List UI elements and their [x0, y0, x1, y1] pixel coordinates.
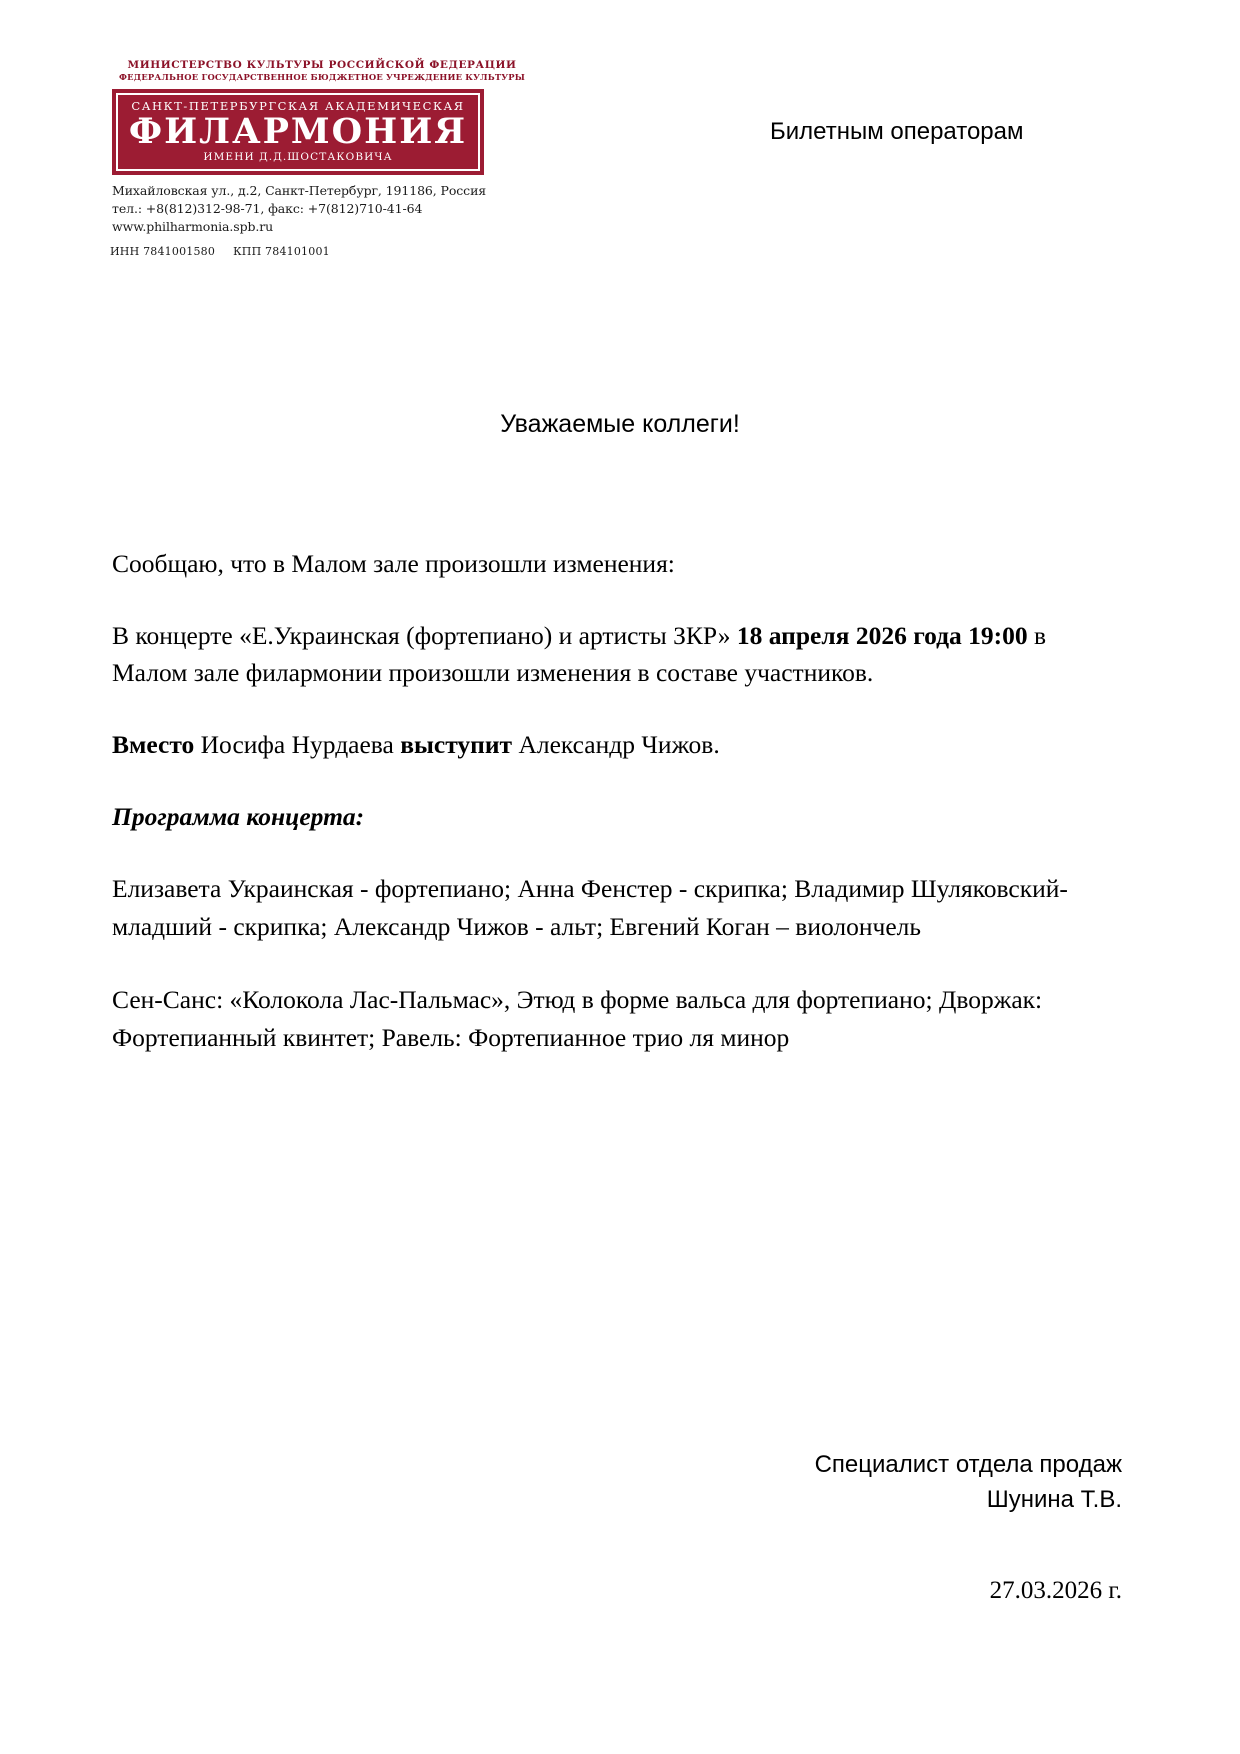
replacement-keyword-instead: Вместо	[112, 730, 195, 760]
logo-top-text: САНКТ-ПЕТЕРБУРГСКАЯ АКАДЕМИЧЕСКАЯ	[131, 98, 465, 113]
works-list: Сен-Санс: «Колокола Лас-Пальмас», Этюд в форме вальса для фортепиано; Дворжак: Фортепианный квинтет; Равель: Фортепианное трио ля минор	[112, 985, 1043, 1053]
letter-body	[112, 545, 1122, 1092]
organization-contacts	[112, 182, 532, 236]
philharmonia-logo	[112, 89, 484, 175]
replacement-keyword-perform: выступит	[400, 730, 513, 760]
logo-bottom-text: ИМЕНИ Д.Д.ШОСТАКОВИЧА	[203, 151, 393, 164]
program-title: Программа концерта:	[112, 801, 365, 831]
website-line: www.philharmonia.spb.ru	[112, 218, 274, 234]
performer-replacement-paragraph	[112, 726, 1122, 764]
addressee-line: Билетным операторам	[770, 118, 1024, 145]
performers-list: Елизавета Украинская - фортепиано; Анна Фенстер - скрипка; Владимир Шуляковский-младший - скрипка; Александр Чижов - альт; Евгений Коган – виолончель	[112, 873, 1068, 942]
kpp-value: КПП 784101001	[233, 244, 330, 258]
phone-line: тел.: +8(812)312-98-71, факс: +7(812)710-41-64	[112, 200, 423, 216]
logo-main-text: ФИЛАРМОНИЯ	[128, 110, 468, 152]
concert-prefix: В концерте «Е.Украинская (фортепиано) и артисты ЗКР»	[112, 620, 737, 650]
concert-suffix: в Малом зале филармонии произошли изменения в составе участников.	[112, 620, 1047, 688]
document-date: 27.03.2026 г.	[989, 1577, 1122, 1604]
concert-change-paragraph	[112, 617, 1122, 692]
salutation: Уважаемые коллеги!	[500, 410, 740, 438]
inn-value: ИНН 7841001580	[110, 244, 216, 258]
signer-name: Шунина Т.В.	[986, 1485, 1122, 1513]
replacing-performer: Александр Чижов.	[512, 730, 720, 760]
letterhead	[112, 58, 532, 258]
concert-datetime: 18 апреля 2026 года 19:00	[736, 620, 1028, 650]
signature-block	[815, 1448, 1122, 1518]
address-line: Михайловская ул., д.2, Санкт-Петербург, 191186, Россия	[112, 182, 487, 198]
intro-paragraph: Сообщаю, что в Малом зале произошли изменения:	[112, 549, 675, 578]
ministry-heading	[112, 58, 532, 84]
replaced-performer: Иосифа Нурдаева	[194, 730, 401, 760]
ministry-line-2: ФЕДЕРАЛЬНОЕ ГОСУДАРСТВЕННОЕ БЮДЖЕТНОЕ УЧРЕЖДЕНИЕ КУЛЬТУРЫ	[118, 72, 526, 83]
signer-position: Специалист отдела продаж	[814, 1451, 1122, 1478]
tax-identifiers	[110, 245, 532, 258]
ministry-line-1: МИНИСТЕРСТВО КУЛЬТУРЫ РОССИЙСКОЙ ФЕДЕРАЦИИ	[127, 59, 517, 71]
